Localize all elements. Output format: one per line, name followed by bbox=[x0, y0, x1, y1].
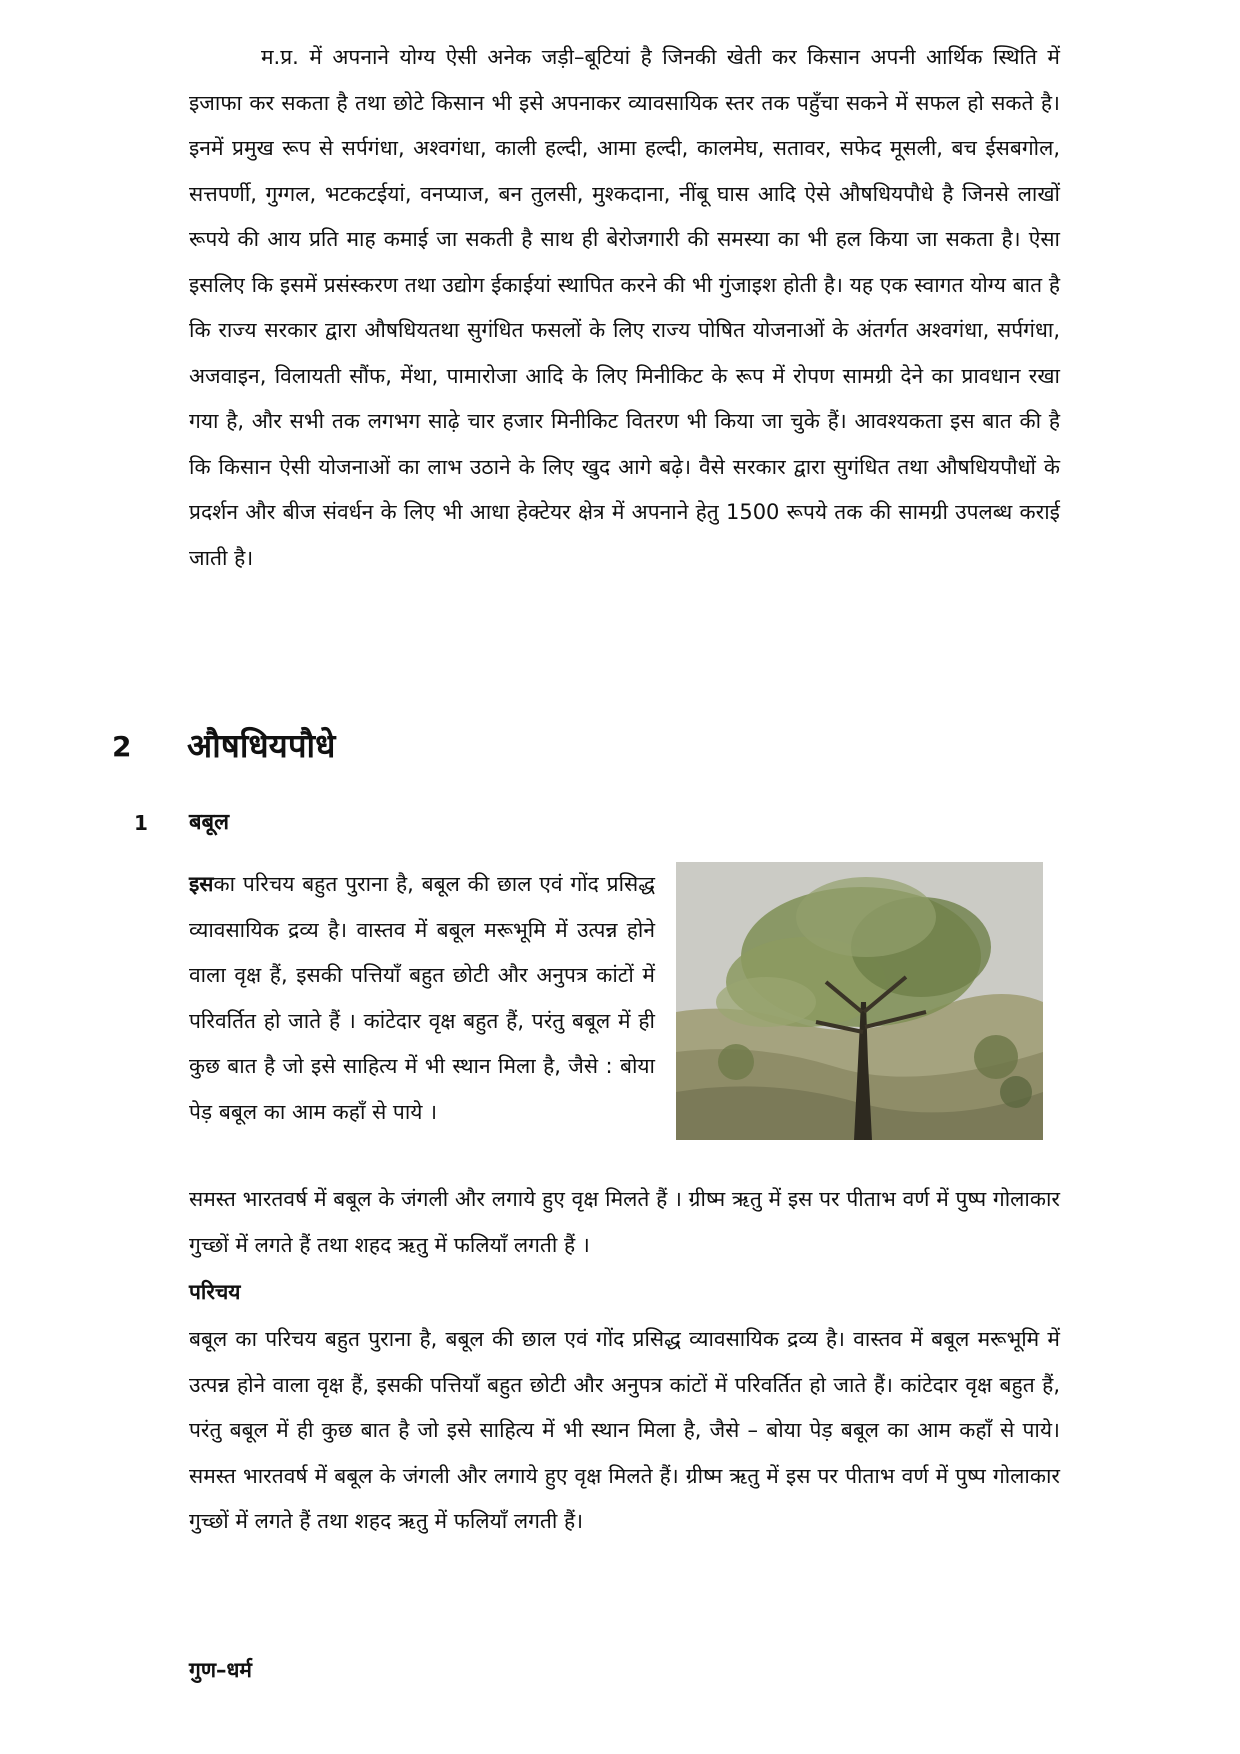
babool-intro-text: का परिचय बहुत पुराना है, बबूल की छाल एवं गोंद प्रसिद्ध व्यावसायिक द्रव्य है। वास्तव में बबूल मरूभूमि में उत्पन्न होने वाला वृक्ष हैं, इसकी पत्तियॉं बहुत छोटी और अनुपत्र कांटों में परिवर्तित हो जाते हैं । कांटेदार वृक्ष बहुत हैं, परंतु बबूल में ही कुछ बात है जो इसे साहित्य में भी स्थान मिला है, जैसे : बोया पेड़ बबूल का आम कहॉं से पाये । bbox=[189, 872, 655, 1124]
gun-dharm-heading: गुण–धर्म bbox=[189, 1658, 252, 1682]
subsection-number: 1 bbox=[134, 811, 148, 835]
babool-continuation-paragraph: समस्त भारतवर्ष में बबूल के जंगली और लगाये हुए वृक्ष मिलते हैं । ग्रीष्म ऋतु में इस पर पीताभ वर्ण में पुष्प गोलाकार गुच्छों में लगते हैं तथा शहद ऋतु में फलियॉं लगती हैं । bbox=[189, 1187, 1060, 1257]
subsection-title: बबूल bbox=[189, 810, 230, 835]
parichay-heading: परिचय bbox=[189, 1280, 241, 1304]
lead-bold-word: इस bbox=[189, 872, 214, 896]
section-title: औषधियपौधे bbox=[187, 726, 336, 765]
section-number: 2 bbox=[112, 730, 132, 763]
intro-paragraph: म.प्र. में अपनाने योग्य ऐसी अनेक जड़ी–बूटियां है जिनकी खेती कर किसान अपनी आर्थिक स्थिति में इजाफा कर सकता है तथा छोटे किसान भी इसे अपनाकर व्यावसायिक स्तर तक पहुँचा सकने में सफल हो सकते है। इनमें प्रमुख रूप से सर्पगंधा, अश्वगंधा, काली हल्दी, आमा हल्दी, कालमेघ, सतावर, सफेद मूसली, बच ईसबगोल, सत्तपर्णी, गुग्गल, भटकटईयां, वनप्याज, बन तुलसी, मुश्कदाना, नींबू घास आदि ऐसे औषधियपौधे है जिनसे लाखों रूपये की आय प्रति माह कमाई जा सकती है साथ ही बेरोजगारी की समस्या का भी हल किया जा सकता है। ऐसा इसलिए कि इसमें प्रसंस्करण तथा उद्योग ईकाईयां स्थापित करने की भी गुंजाइश होती है। यह एक स्वागत योग्य बात है कि राज्य सरकार द्वारा औषधियतथा सुगंधित फसलों के लिए राज्य पोषित योजनाओं के अंतर्गत अश्वगंधा, सर्पगंधा, अजवाइन, विलायती सौंफ, मेंथा, पामारोजा आदि के लिए मिनीकिट के रूप में रोपण सामग्री देने का प्रावधान रखा गया है, और सभी तक लगभग साढ़े चार हजार मिनीकिट वितरण भी किया जा चुके हैं। आवश्यकता इस बात की है कि किसान ऐसी योजनाओं का लाभ उठाने के लिए खुद आगे बढ़े। वैसे सरकार द्वारा सुगंधित तथा औषधियपौधों के प्रदर्शन और बीज संवर्धन के लिए भी आधा हेक्टेयर क्षेत्र में अपनाने हेतु 1500 रूपये तक की सामग्री उपलब्ध कराई जाती है। bbox=[189, 45, 1060, 570]
parichay-paragraph: बबूल का परिचय बहुत पुराना है, बबूल की छाल एवं गोंद प्रसिद्ध व्यावसायिक द्रव्य है। वास्तव में बबूल मरूभूमि में उत्पन्न होने वाला वृक्ष हैं, इसकी पत्तियॉं बहुत छोटी और अनुपत्र कांटों में परिवर्तित हो जाते हैं। कांटेदार वृक्ष बहुत हैं, परंतु बबूल में ही कुछ बात है जो इसे साहित्य में भी स्थान मिला है, जैसे – बोया पेड़ बबूल का आम कहॉं से पाये। समस्त भारतवर्ष में बबूल के जंगली और लगाये हुए वृक्ष मिलते हैं। ग्रीष्म ऋतु में इस पर पीताभ वर्ण में पुष्प गोलाकार गुच्छों में लगते हैं तथा शहद ऋतु में फलियॉं लगती हैं। bbox=[189, 1327, 1060, 1533]
babool-intro-paragraph bbox=[189, 862, 655, 1135]
babool-tree-photo bbox=[676, 862, 1043, 1140]
